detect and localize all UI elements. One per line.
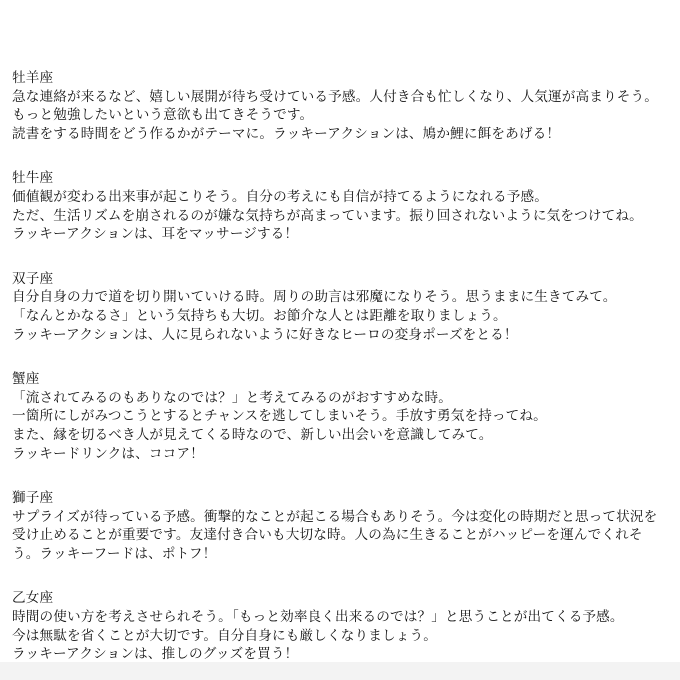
paragraph-line: また、縁を切るべき人が見えてくる時なので、新しい出会いを意識してみて。 — [12, 426, 493, 443]
horoscope-document — [12, 69, 676, 664]
paragraph-line: 自分自身の力で道を切り開いていける時。周りの助言は邪魔になりそう。思うままに生きてみて。 — [12, 289, 617, 306]
paragraph-line: う。ラッキーフードは、ポトフ！ — [12, 545, 217, 562]
paragraph-line: 時間の使い方を考えさせられそう。「もっと効率良く出来るのでは？」と思うことが出てくる予感。 — [12, 609, 624, 626]
paragraph-line: ただ、生活リズムを崩されるのが嫌な気持ちが高まっています。振り回されないように気をつけてね。 — [12, 207, 643, 224]
paragraph-line: ラッキーアクションは、推しのグッズを買う！ — [12, 646, 299, 663]
paragraph-line: ラッキーアクションは、耳をマッサージする！ — [12, 226, 299, 243]
section-virgo — [12, 589, 676, 663]
paragraph-line: 一箇所にしがみつこうとするとチャンスを逃してしまいそう。手放す勇気を持ってね。 — [12, 408, 547, 425]
section-gemini — [12, 270, 676, 344]
paragraph-line: ラッキーアクションは、人に見られないように好きなヒーロの変身ポーズをとる！ — [12, 326, 518, 343]
section-leo — [12, 489, 676, 563]
paragraph-line: 急な連絡が来るなど、嬉しい展開が待ち受けている予感。人付き合も忙しくなり、人気運が高まりそう。 — [12, 88, 658, 105]
section-heading: 蟹座 — [12, 371, 40, 388]
paragraph-line: 「なんとかなるさ」という気持ちも大切。お節介な人とは距離を取りましょう。 — [12, 307, 507, 324]
bottom-background-strip — [0, 662, 680, 680]
section-taurus — [12, 169, 676, 243]
paragraph-line: ラッキードリンクは、ココア！ — [12, 445, 204, 462]
paragraph-line: 価値観が変わる出来事が起こりそう。自分の考えにも自信が持てるようになれる予感。 — [12, 188, 549, 205]
section-heading: 牡羊座 — [12, 70, 54, 86]
section-cancer — [12, 370, 676, 463]
section-heading: 獅子座 — [12, 490, 54, 507]
paragraph-line: 読書をする時間をどう作るかがテーマに。ラッキーアクションは、鳩か鯉に餌をあげる！ — [12, 125, 561, 142]
paragraph-line: 今は無駄を省くことが大切です。自分自身にも厳しくなりましょう。 — [12, 627, 437, 644]
paragraph-line: もっと勉強したいという意欲も出てきそうです。 — [12, 107, 314, 124]
section-heading: 乙女座 — [12, 590, 54, 607]
section-heading: 牡牛座 — [12, 170, 54, 187]
paragraph-line: 「流されてみるのもありなのでは？」と考えてみるのがおすすめな時。 — [12, 389, 452, 406]
paragraph-line: 受け止めることが重要です。友達付き合いも大切な時。人の為に生きることがハッピーを運んでくれそ — [12, 527, 643, 544]
paragraph-line: サプライズが待っている予感。衝撃的なことが起こる場合もありそう。今は変化の時期だと思って状況を — [12, 508, 658, 525]
section-aries — [12, 69, 676, 143]
section-heading: 双子座 — [12, 270, 54, 287]
